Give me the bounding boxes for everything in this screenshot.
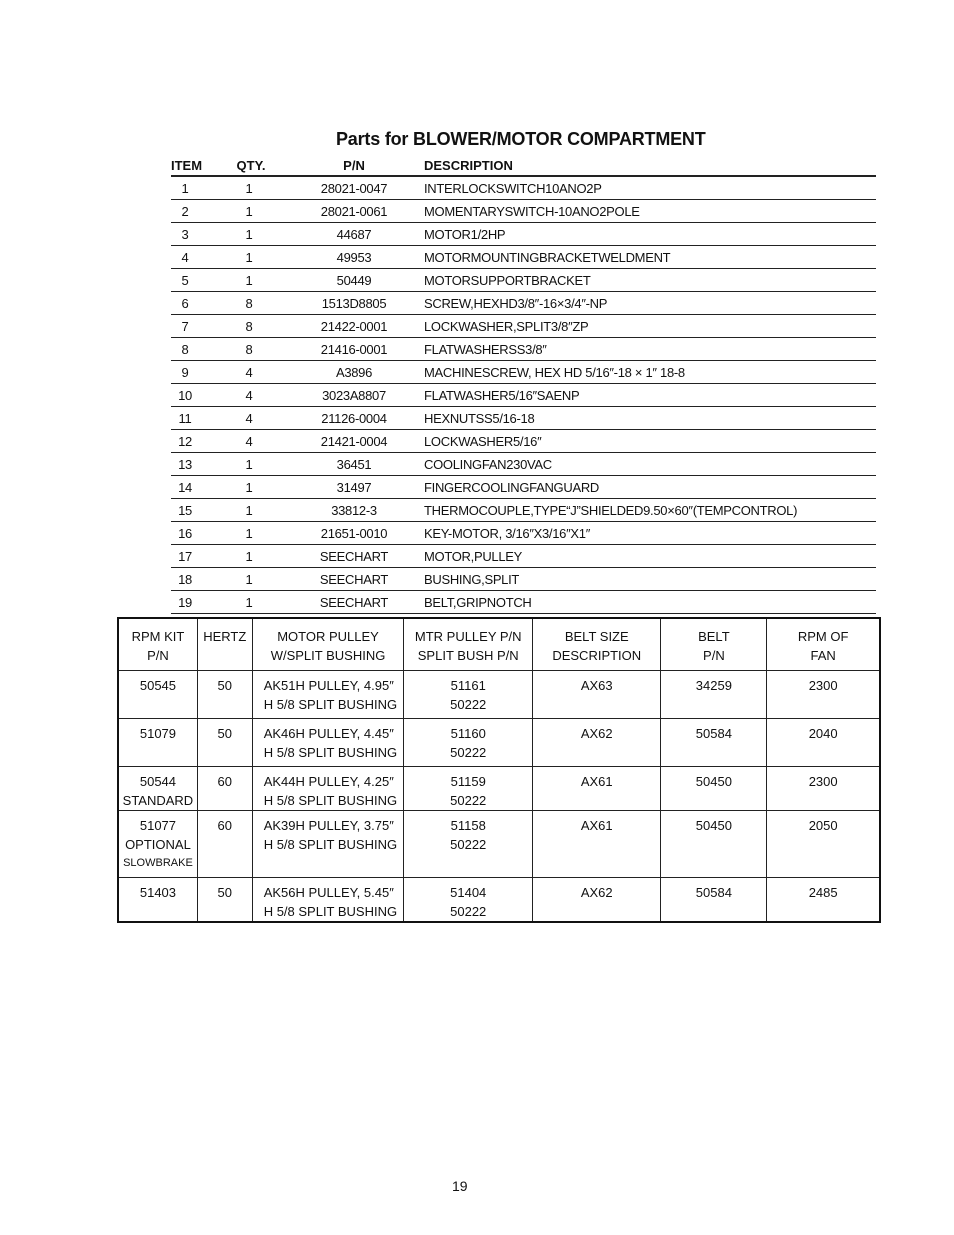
column-header — [404, 618, 533, 671]
pn-cell: 1513D8805 — [321, 295, 387, 311]
item-cell: 13 — [178, 456, 192, 472]
description-cell: MOTOR1/2HP — [424, 226, 506, 242]
description-cell: MOTORMOUNTINGBRACKETWELDMENT — [424, 249, 671, 265]
pulley-cell — [252, 767, 404, 811]
item-cell: 4 — [181, 249, 189, 265]
description-cell: THERMOCOUPLE,TYPE“J”SHIELDED9.50×60″(TEMPCONTROL) — [424, 502, 798, 518]
mtr-pn-cell-line: 51158 — [450, 818, 486, 833]
mtr-pn-cell-line: 51160 — [450, 726, 486, 741]
mtr-pn-cell-line: 50222 — [450, 697, 487, 712]
kit-cell-line: 51077 — [139, 818, 177, 833]
column-header-line: FAN — [810, 648, 836, 663]
pn-cell: 36451 — [336, 456, 372, 472]
hertz-cell: 60 — [197, 767, 252, 811]
pulley-cell-line: AK44H PULLEY, 4.25″ — [263, 774, 394, 789]
item-cell: 5 — [181, 272, 189, 288]
description-cell: MACHINESCREW, HEX HD 5/16″-18 × 1″ 18-8 — [424, 364, 685, 380]
description-cell: BUSHING,SPLIT — [424, 571, 520, 587]
mtr-pn-cell-line: 50222 — [450, 904, 487, 919]
kit-cell-line: 51403 — [139, 885, 177, 900]
table-row — [171, 384, 876, 407]
header-qty: QTY. — [236, 157, 266, 173]
header-description: DESCRIPTION — [424, 157, 513, 173]
pulley-cell — [252, 878, 404, 923]
belt-pn-cell: 34259 — [661, 671, 767, 719]
table-row — [171, 315, 876, 338]
item-cell: 7 — [181, 318, 189, 334]
table-row — [171, 292, 876, 315]
qty-cell: 4 — [245, 433, 253, 449]
column-header-line: P/N — [703, 648, 725, 663]
pn-cell: 3023A8807 — [322, 387, 386, 403]
rpm-table-body — [118, 671, 880, 923]
column-header-line: SPLIT BUSH P/N — [417, 648, 519, 663]
column-header-line: HERTZ — [203, 629, 247, 644]
qty-cell: 1 — [245, 249, 253, 265]
belt-size-cell: AX61 — [533, 811, 661, 878]
pulley-cell-line: AK39H PULLEY, 3.75″ — [263, 818, 394, 833]
table-row — [171, 430, 876, 453]
item-cell: 10 — [178, 387, 192, 403]
pn-cell: 21126-0004 — [321, 410, 387, 426]
column-header — [661, 618, 767, 671]
pulley-cell-line: H 5/8 SPLIT BUSHING — [263, 697, 398, 712]
pulley-cell — [252, 719, 404, 767]
item-cell: 6 — [181, 295, 189, 311]
pn-cell: 28021-0047 — [320, 180, 388, 196]
mtr-pn-cell — [404, 671, 533, 719]
rpm-cell: 2040 — [767, 719, 880, 767]
item-cell: 15 — [178, 502, 192, 518]
item-cell: 16 — [178, 525, 192, 541]
pulley-cell — [252, 671, 404, 719]
pn-cell: 31497 — [336, 479, 372, 495]
column-header — [118, 618, 197, 671]
table-row — [171, 246, 876, 269]
column-header-line: RPM OF — [797, 629, 849, 644]
qty-cell: 1 — [245, 594, 253, 610]
pn-cell: SEECHART — [319, 571, 389, 587]
hertz-cell: 50 — [197, 719, 252, 767]
description-cell: COOLINGFAN230VAC — [424, 456, 552, 472]
kit-cell — [118, 671, 197, 719]
belt-size-cell: AX61 — [533, 767, 661, 811]
table-row — [118, 767, 880, 811]
kit-cell-line: STANDARD — [122, 793, 194, 808]
column-header — [767, 618, 880, 671]
pn-cell: 21422-0001 — [320, 318, 388, 334]
qty-cell: 8 — [245, 295, 253, 311]
description-cell: SCREW,HEXHD3/8″-16×3/4″-NP — [424, 295, 608, 311]
column-header — [533, 618, 661, 671]
pn-cell: 21421-0004 — [320, 433, 388, 449]
mtr-pn-cell-line: 51159 — [450, 774, 486, 789]
description-cell: HEXNUTSS5/16-18 — [424, 410, 535, 426]
pulley-cell-line: H 5/8 SPLIT BUSHING — [263, 793, 398, 808]
table-row — [118, 878, 880, 923]
item-cell: 1 — [181, 180, 189, 196]
parts-table — [171, 155, 876, 614]
table-row — [171, 338, 876, 361]
column-header-line: P/N — [147, 648, 169, 663]
hertz-cell: 50 — [197, 878, 252, 923]
mtr-pn-cell-line: 50222 — [450, 837, 487, 852]
mtr-pn-cell — [404, 767, 533, 811]
column-header — [252, 618, 404, 671]
header-pn: P/N — [343, 157, 365, 173]
mtr-pn-cell-line: 51404 — [450, 885, 487, 900]
description-cell: FLATWASHER5/16″SAENP — [424, 387, 580, 403]
page-number: 19 — [452, 1178, 468, 1194]
qty-cell: 1 — [245, 226, 253, 242]
pn-cell: 21416-0001 — [320, 341, 388, 357]
pulley-cell-line: H 5/8 SPLIT BUSHING — [263, 745, 398, 760]
description-cell: BELT,GRIPNOTCH — [424, 594, 532, 610]
qty-cell: 1 — [245, 203, 253, 219]
kit-cell-line: 51079 — [139, 726, 177, 741]
item-cell: 12 — [178, 433, 192, 449]
table-row — [171, 200, 876, 223]
belt-size-cell: AX62 — [533, 719, 661, 767]
description-cell: MOTOR,PULLEY — [424, 548, 523, 564]
rpm-cell: 2300 — [767, 767, 880, 811]
kit-cell-line: SLOWBRAKE — [123, 857, 193, 869]
item-cell: 8 — [181, 341, 189, 357]
pn-cell: 33812-3 — [331, 502, 377, 518]
description-cell: INTERLOCKSWITCH10ANO2P — [424, 180, 602, 196]
table-row — [171, 269, 876, 292]
pulley-cell — [252, 811, 404, 878]
kit-cell — [118, 767, 197, 811]
table-row — [171, 522, 876, 545]
pulley-cell-line: AK56H PULLEY, 5.45″ — [263, 885, 394, 900]
rpm-cell: 2485 — [767, 878, 880, 923]
item-cell: 3 — [181, 226, 189, 242]
rpm-table-header — [118, 618, 880, 671]
mtr-pn-cell — [404, 811, 533, 878]
table-row — [171, 361, 876, 384]
description-cell: FINGERCOOLINGFANGUARD — [424, 479, 599, 495]
qty-cell: 8 — [245, 318, 253, 334]
parts-table-header — [171, 155, 876, 177]
qty-cell: 4 — [245, 410, 253, 426]
table-row — [171, 453, 876, 476]
pn-cell: 44687 — [336, 226, 372, 242]
rpm-cell: 2050 — [767, 811, 880, 878]
qty-cell: 1 — [245, 525, 253, 541]
mtr-pn-cell-line: 51161 — [450, 678, 486, 693]
column-header-line: MOTOR PULLEY — [277, 629, 379, 644]
qty-cell: 1 — [245, 548, 253, 564]
header-item: ITEM — [171, 157, 203, 173]
table-row — [118, 811, 880, 878]
column-header-line: BELT SIZE — [564, 629, 629, 644]
pn-cell: 28021-0061 — [320, 203, 388, 219]
belt-size-cell: AX63 — [533, 671, 661, 719]
pulley-cell-line: H 5/8 SPLIT BUSHING — [263, 904, 398, 919]
kit-cell — [118, 878, 197, 923]
mtr-pn-cell-line: 50222 — [450, 745, 487, 760]
table-row — [171, 476, 876, 499]
pulley-cell-line: AK51H PULLEY, 4.95″ — [263, 678, 394, 693]
description-cell: LOCKWASHER5/16″ — [424, 433, 542, 449]
item-cell: 18 — [178, 571, 192, 587]
mtr-pn-cell — [404, 878, 533, 923]
qty-cell: 4 — [245, 364, 253, 380]
item-cell: 11 — [178, 410, 192, 426]
column-header-line: BELT — [698, 629, 730, 644]
item-cell: 17 — [178, 548, 192, 564]
rpm-cell: 2300 — [767, 671, 880, 719]
description-cell: KEY-MOTOR, 3/16″X3/16″X1″ — [424, 525, 591, 541]
qty-cell: 4 — [245, 387, 253, 403]
kit-cell — [118, 719, 197, 767]
table-row — [171, 568, 876, 591]
item-cell: 9 — [181, 364, 189, 380]
mtr-pn-cell-line: 50222 — [450, 793, 487, 808]
item-cell: 19 — [178, 594, 192, 610]
pulley-cell-line: H 5/8 SPLIT BUSHING — [263, 837, 398, 852]
description-cell: MOMENTARYSWITCH-10ANO2POLE — [424, 203, 640, 219]
table-row — [118, 719, 880, 767]
qty-cell: 1 — [245, 502, 253, 518]
belt-pn-cell: 50450 — [661, 767, 767, 811]
table-row — [171, 591, 876, 614]
belt-pn-cell: 50584 — [661, 878, 767, 923]
pn-cell: 49953 — [336, 249, 372, 265]
column-header — [197, 618, 252, 671]
description-cell: MOTORSUPPORTBRACKET — [424, 272, 591, 288]
qty-cell: 1 — [245, 456, 253, 472]
table-row — [118, 671, 880, 719]
rpm-kit-table — [117, 617, 881, 923]
belt-size-cell: AX62 — [533, 878, 661, 923]
pn-cell: SEECHART — [319, 594, 389, 610]
mtr-pn-cell — [404, 719, 533, 767]
qty-cell: 1 — [245, 180, 253, 196]
kit-cell-line: 50545 — [139, 678, 177, 693]
qty-cell: 1 — [245, 272, 253, 288]
qty-cell: 1 — [245, 479, 253, 495]
item-cell: 2 — [181, 203, 189, 219]
page-title: Parts for BLOWER/MOTOR COMPARTMENT — [336, 129, 706, 149]
kit-cell-line: 50544 — [139, 774, 177, 789]
hertz-cell: 50 — [197, 671, 252, 719]
item-cell: 14 — [178, 479, 192, 495]
column-header-line: MTR PULLEY P/N — [414, 629, 522, 644]
belt-pn-cell: 50584 — [661, 719, 767, 767]
table-row — [171, 499, 876, 522]
column-header-line: DESCRIPTION — [552, 648, 642, 663]
column-header-line: W/SPLIT BUSHING — [270, 648, 386, 663]
hertz-cell: 60 — [197, 811, 252, 878]
kit-cell — [118, 811, 197, 878]
description-cell: FLATWASHERSS3/8″ — [424, 341, 547, 357]
table-row — [171, 223, 876, 246]
parts-table-body — [171, 177, 876, 614]
pn-cell: 50449 — [336, 272, 372, 288]
pulley-cell-line: AK46H PULLEY, 4.45″ — [263, 726, 394, 741]
table-row — [171, 545, 876, 568]
pn-cell: A3896 — [335, 364, 373, 380]
qty-cell: 8 — [245, 341, 253, 357]
qty-cell: 1 — [245, 571, 253, 587]
pn-cell: SEECHART — [319, 548, 389, 564]
belt-pn-cell: 50450 — [661, 811, 767, 878]
description-cell: LOCKWASHER,SPLIT3/8″ZP — [424, 318, 589, 334]
table-row — [171, 407, 876, 430]
table-row — [171, 177, 876, 200]
pn-cell: 21651-0010 — [320, 525, 388, 541]
kit-cell-line: OPTIONAL — [125, 837, 191, 852]
column-header-line: RPM KIT — [131, 629, 185, 644]
